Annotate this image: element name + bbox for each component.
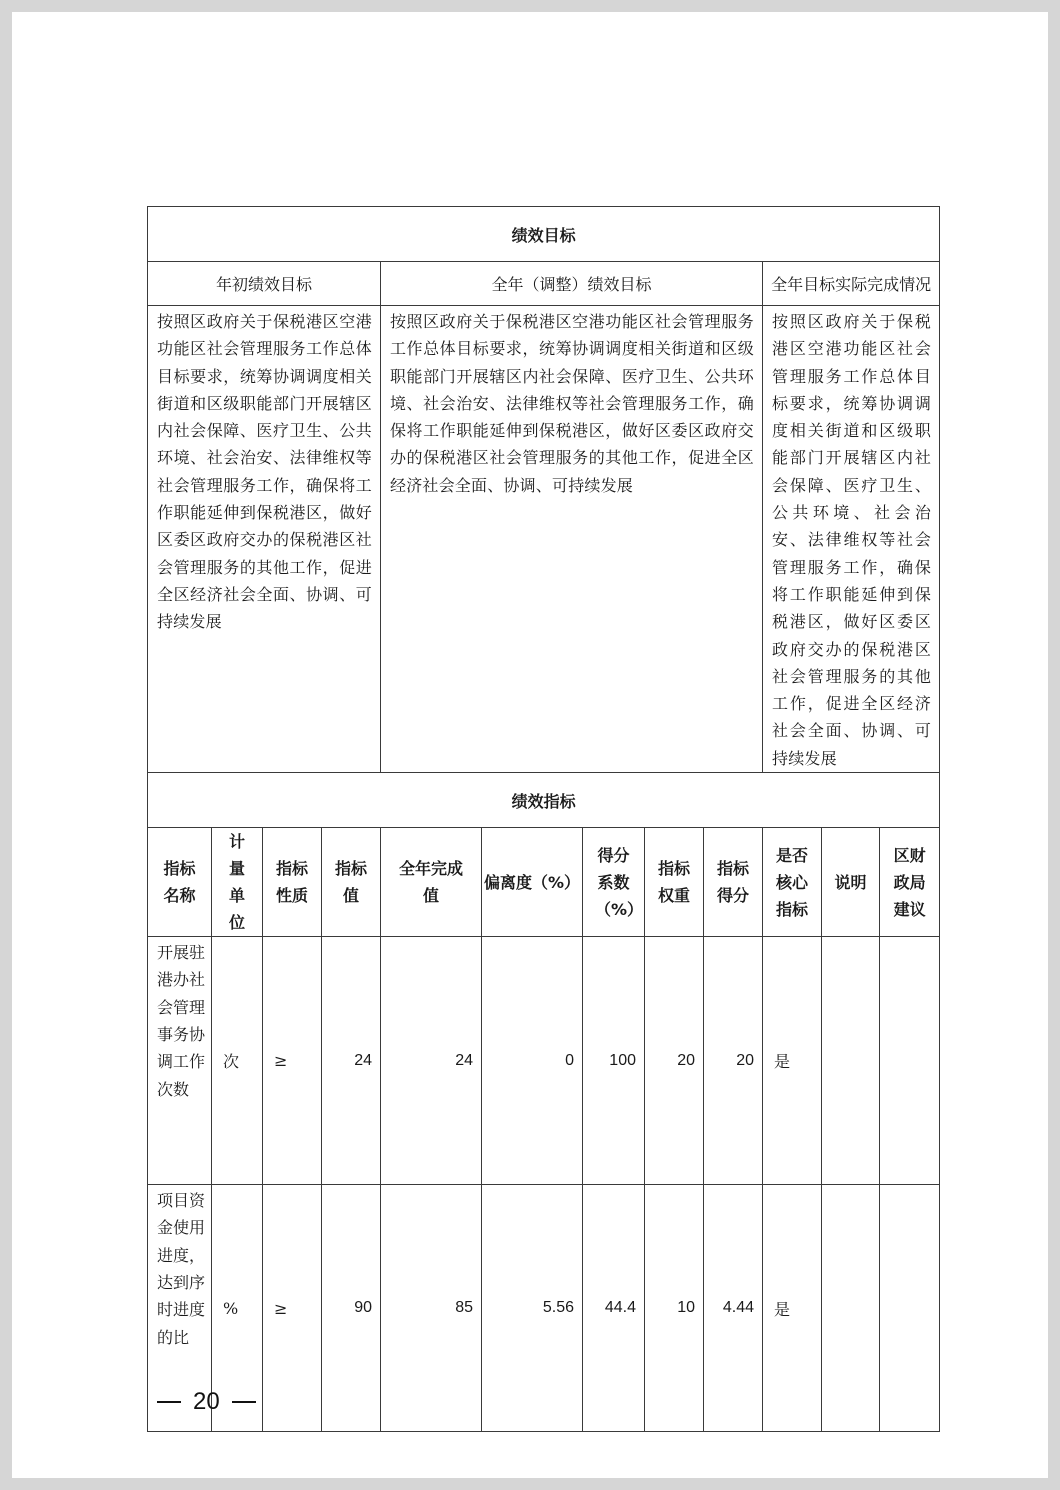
actual-completion-text: 按照区政府关于保税港区空港功能区社会管理服务工作总体目标要求，统筹协调调度相关街道和区级职能部门开展辖区内社会保障、医疗卫生、公共环境、社会治安、法律维权等社会管理服务工作，确保将工作职能延伸到保税港区，做好区委区政府交办的保税港区社会管理服务的其他工作，促进全区经济社会全面、协调、可持续发展	[763, 306, 940, 773]
goals-section-title: 绩效目标	[148, 207, 940, 262]
indicator-score: 4.44	[704, 1185, 763, 1432]
header-unit: 计量单位	[212, 828, 263, 937]
indicator-unit: %	[212, 1185, 263, 1432]
table-row	[148, 937, 940, 1185]
page-number: 20	[193, 1388, 220, 1415]
indicator-completed: 85	[381, 1185, 482, 1432]
indicator-name: 开展驻港办社会管理事务协调工作次数	[148, 937, 212, 1185]
header-note: 说明	[822, 828, 880, 937]
indicator-core: 是	[763, 937, 822, 1185]
indicator-advice	[880, 1185, 940, 1432]
header-value: 指标值	[322, 828, 381, 937]
header-nature: 指标性质	[263, 828, 322, 937]
indicator-weight: 10	[645, 1185, 704, 1432]
indicator-completed: 24	[381, 937, 482, 1185]
indicator-header-row	[148, 828, 940, 937]
footer-dash-right	[232, 1401, 256, 1403]
header-finance-advice: 区财政局建议	[880, 828, 940, 937]
initial-goal-header: 年初绩效目标	[148, 262, 381, 306]
indicator-unit: 次	[212, 937, 263, 1185]
indicator-value: 24	[322, 937, 381, 1185]
indicators-section-title: 绩效指标	[148, 773, 940, 828]
initial-goal-text: 按照区政府关于保税港区空港功能区社会管理服务工作总体目标要求，统筹协调调度相关街道和区级职能部门开展辖区内社会保障、医疗卫生、公共环境、社会治安、法律维权等社会管理服务工作，确保将工作职能延伸到保税港区，做好区委区政府交办的保税港区社会管理服务的其他工作，促进全区经济社会全面、协调、可持续发展	[148, 306, 381, 773]
header-score: 指标得分	[704, 828, 763, 937]
indicator-value: 90	[322, 1185, 381, 1432]
header-score-coefficient: 得分系数（%）	[583, 828, 645, 937]
indicator-note	[822, 1185, 880, 1432]
indicator-core: 是	[763, 1185, 822, 1432]
page-footer	[157, 1388, 256, 1416]
header-indicator-name: 指标名称	[148, 828, 212, 937]
indicator-advice	[880, 937, 940, 1185]
indicator-deviation: 0	[482, 937, 583, 1185]
performance-table	[147, 206, 940, 1432]
document-page	[12, 12, 1048, 1478]
indicator-nature: ≥	[263, 937, 322, 1185]
indicator-score-coefficient: 100	[583, 937, 645, 1185]
indicator-deviation: 5.56	[482, 1185, 583, 1432]
indicator-score-coefficient: 44.4	[583, 1185, 645, 1432]
indicator-nature: ≥	[263, 1185, 322, 1432]
header-completed: 全年完成值	[381, 828, 482, 937]
actual-completion-header: 全年目标实际完成情况	[763, 262, 940, 306]
adjusted-goal-header: 全年（调整）绩效目标	[381, 262, 763, 306]
header-core-indicator: 是否核心指标	[763, 828, 822, 937]
indicator-name: 项目资金使用进度，达到序时进度的比	[148, 1185, 212, 1432]
header-weight: 指标权重	[645, 828, 704, 937]
indicator-note	[822, 937, 880, 1185]
header-deviation: 偏离度（%）	[482, 828, 583, 937]
indicator-weight: 20	[645, 937, 704, 1185]
footer-dash-left	[157, 1401, 181, 1403]
adjusted-goal-text: 按照区政府关于保税港区空港功能区社会管理服务工作总体目标要求，统筹协调调度相关街道和区级职能部门开展辖区内社会保障、医疗卫生、公共环境、社会治安、法律维权等社会管理服务工作，确保将工作职能延伸到保税港区，做好区委区政府交办的保税港区社会管理服务的其他工作，促进全区经济社会全面、协调、可持续发展	[381, 306, 763, 773]
table-row	[148, 1185, 940, 1432]
indicator-score: 20	[704, 937, 763, 1185]
